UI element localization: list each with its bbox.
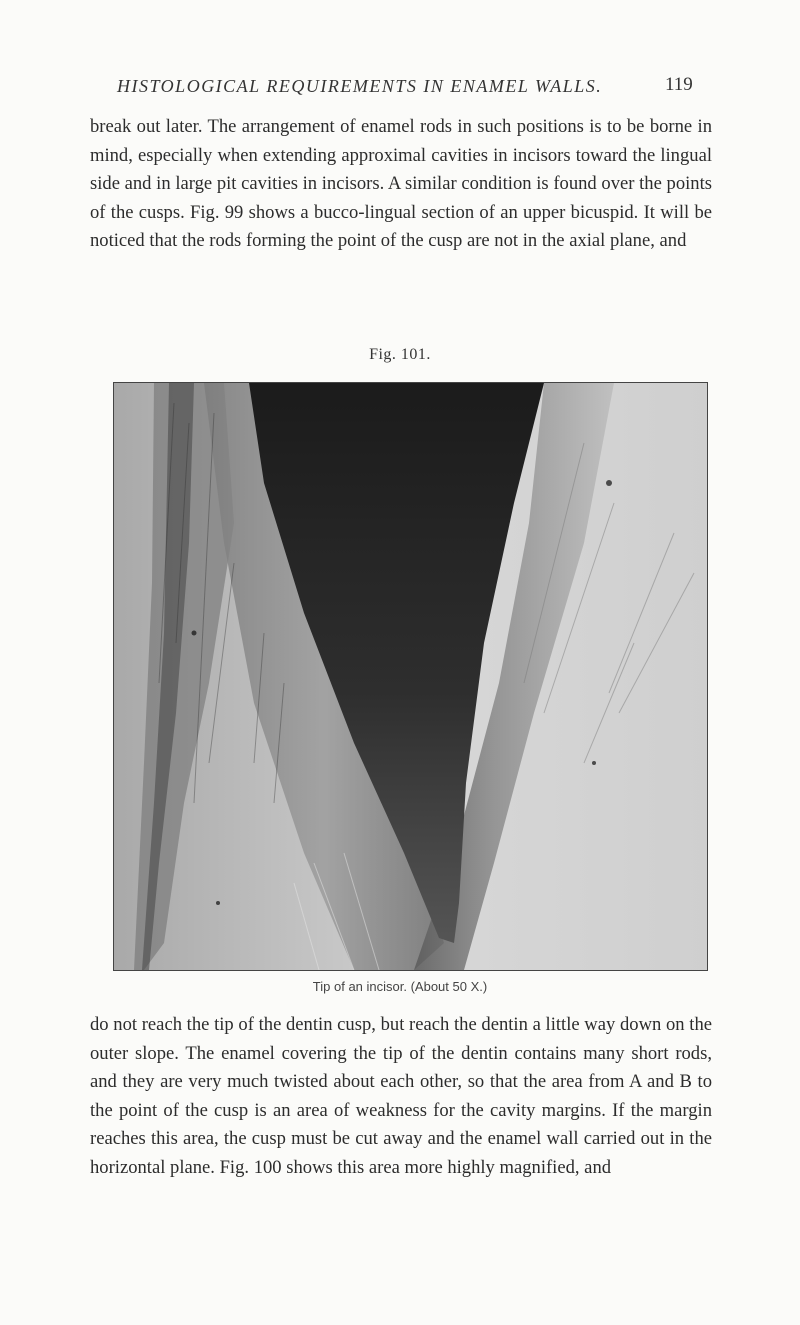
paragraph-top: break out later. The arrangement of enamel rods in such positions is to be borne in mind, especially when extending approximal cavities in incisors toward the lingual side and in large pit cavities in incisors. A similar condition is found over the points of the cusps. Fig. 99 shows a bucco-lingual section of an upper bicuspid. It will be noticed that the rods forming the point of the cusp are not in the axial plane, and <box>90 116 712 252</box>
page-number: 119 <box>665 74 693 95</box>
running-head: HISTOLOGICAL REQUIREMENTS IN ENAMEL WALLS. <box>117 76 603 96</box>
figure-caption: Tip of an incisor. (About 50 X.) <box>312 979 488 994</box>
micrograph-figure <box>113 382 708 971</box>
paragraph-bottom: do not reach the tip of the dentin cusp, but reach the dentin a little way down on the outer slope. The enamel covering the tip of the dentin contains many short rods, and they are very much twisted about each other, so that the area from A and B to the point of the cusp is an area of weakness for the cavity margins. If the margin reaches this area, the cusp must be cut away and the enamel wall carried out in the horizontal plane. Fig. 100 shows this area more highly magnified, and <box>90 1014 712 1178</box>
micrograph-image <box>114 383 707 970</box>
figure-title: Fig. 101. <box>369 346 431 363</box>
